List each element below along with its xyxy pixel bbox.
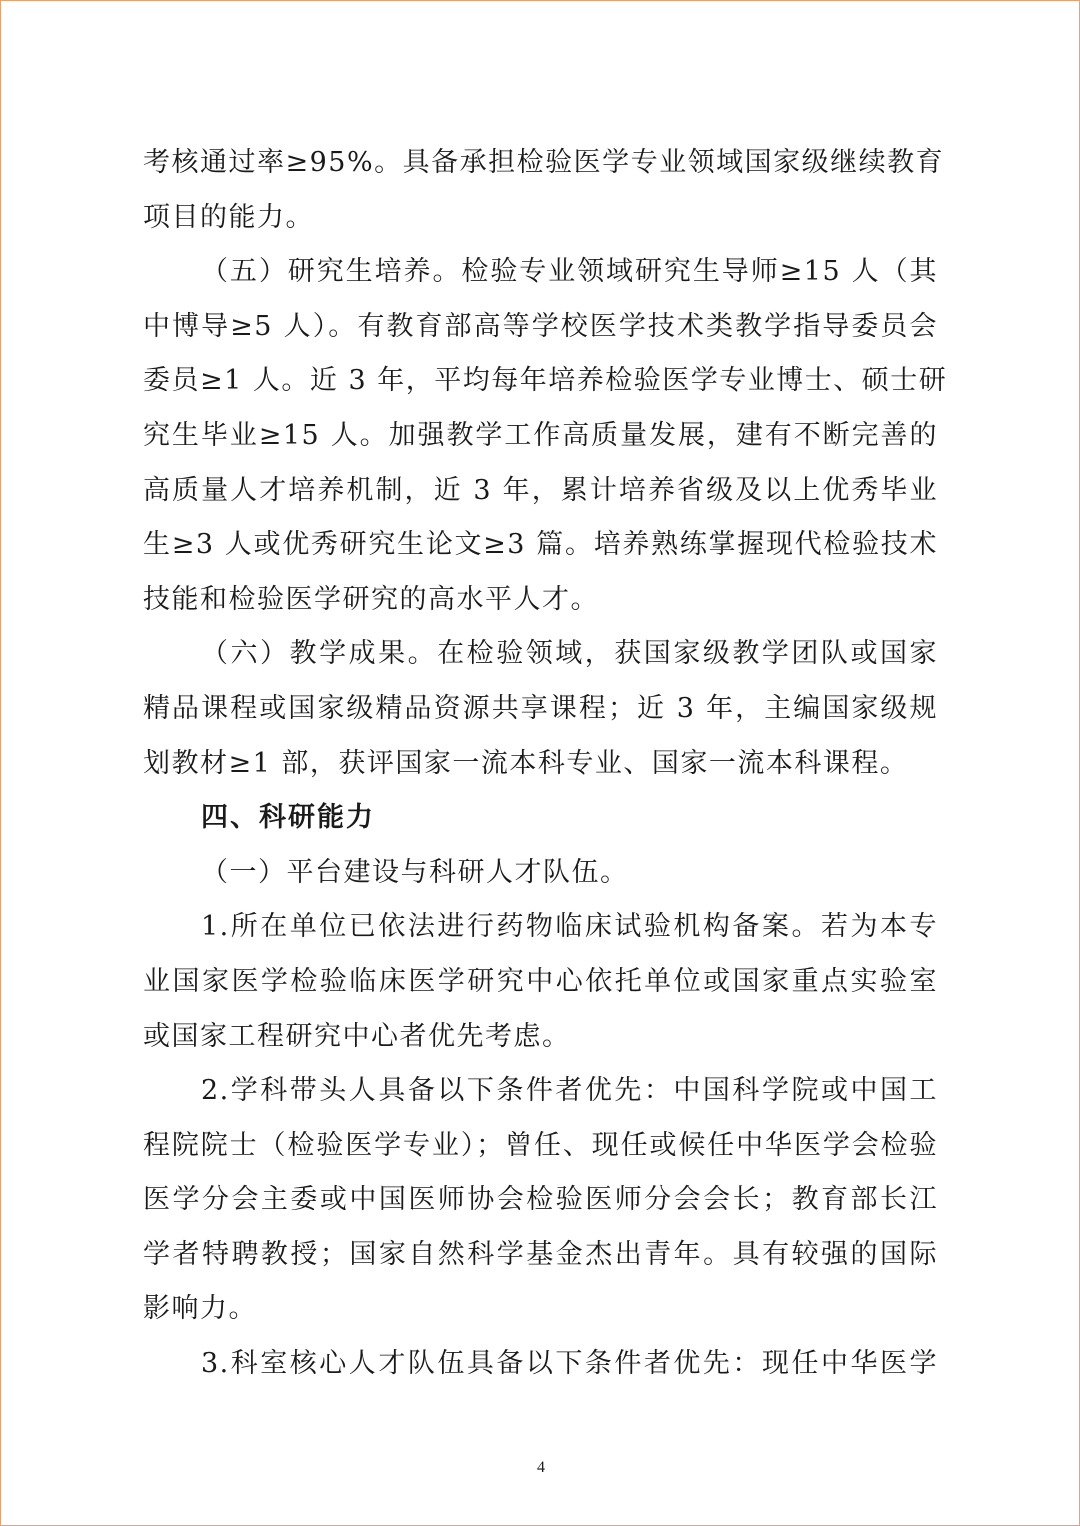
- body-line: 影响力。: [143, 1293, 257, 1325]
- section-heading-6: （六）教学成果。在检验领域，获国家级教学团队或国家: [201, 638, 938, 670]
- body-line: 委员≥1 人。近 3 年，平均每年培养检验医学专业博士、硕士研: [143, 365, 948, 397]
- body-line: 生≥3 人或优秀研究生论文≥3 篇。培养熟练掌握现代检验技术: [143, 529, 938, 561]
- document-body: [143, 136, 948, 1392]
- body-line: 究生毕业≥15 人。加强教学工作高质量发展，建有不断完善的: [143, 419, 938, 451]
- body-line: 程院院士（检验医学专业）；曾任、现任或候任中华医学会检验: [143, 1129, 938, 1161]
- body-line: 或国家工程研究中心者优先考虑。: [143, 1020, 571, 1052]
- body-line: 划教材≥1 部，获评国家一流本科专业、国家一流本科课程。: [143, 747, 909, 779]
- body-line: 1.所在单位已依法进行药物临床试验机构备案。若为本专: [201, 911, 938, 943]
- body-line: 医学分会主委或中国医师协会检验医师分会会长；教育部长江: [143, 1184, 938, 1216]
- body-line: 精品课程或国家级精品资源共享课程；近 3 年，主编国家级规: [143, 692, 938, 724]
- subsection-heading: （一）平台建设与科研人才队伍。: [201, 856, 629, 888]
- body-line: 3.科室核心人才队伍具备以下条件者优先：现任中华医学: [201, 1348, 938, 1380]
- body-line: 技能和检验医学研究的高水平人才。: [143, 583, 599, 615]
- body-line: 高质量人才培养机制，近 3 年，累计培养省级及以上优秀毕业: [143, 474, 938, 506]
- section-heading-5: （五）研究生培养。检验专业领域研究生导师≥15 人（其: [201, 256, 938, 288]
- body-line: 业国家医学检验临床医学研究中心依托单位或国家重点实验室: [143, 965, 938, 997]
- body-line: 中博导≥5 人）。有教育部高等学校医学技术类教学指导委员会: [143, 310, 938, 342]
- page-number: 4: [537, 1459, 545, 1476]
- body-line: 项目的能力。: [143, 201, 314, 233]
- chapter-heading: 四、科研能力: [201, 802, 375, 834]
- body-line: 学者特聘教授；国家自然科学基金杰出青年。具有较强的国际: [143, 1238, 938, 1270]
- body-line: 2.学科带头人具备以下条件者优先：中国科学院或中国工: [201, 1075, 938, 1107]
- body-line: 考核通过率≥95%。具备承担检验医学专业领域国家级继续教育: [143, 147, 945, 178]
